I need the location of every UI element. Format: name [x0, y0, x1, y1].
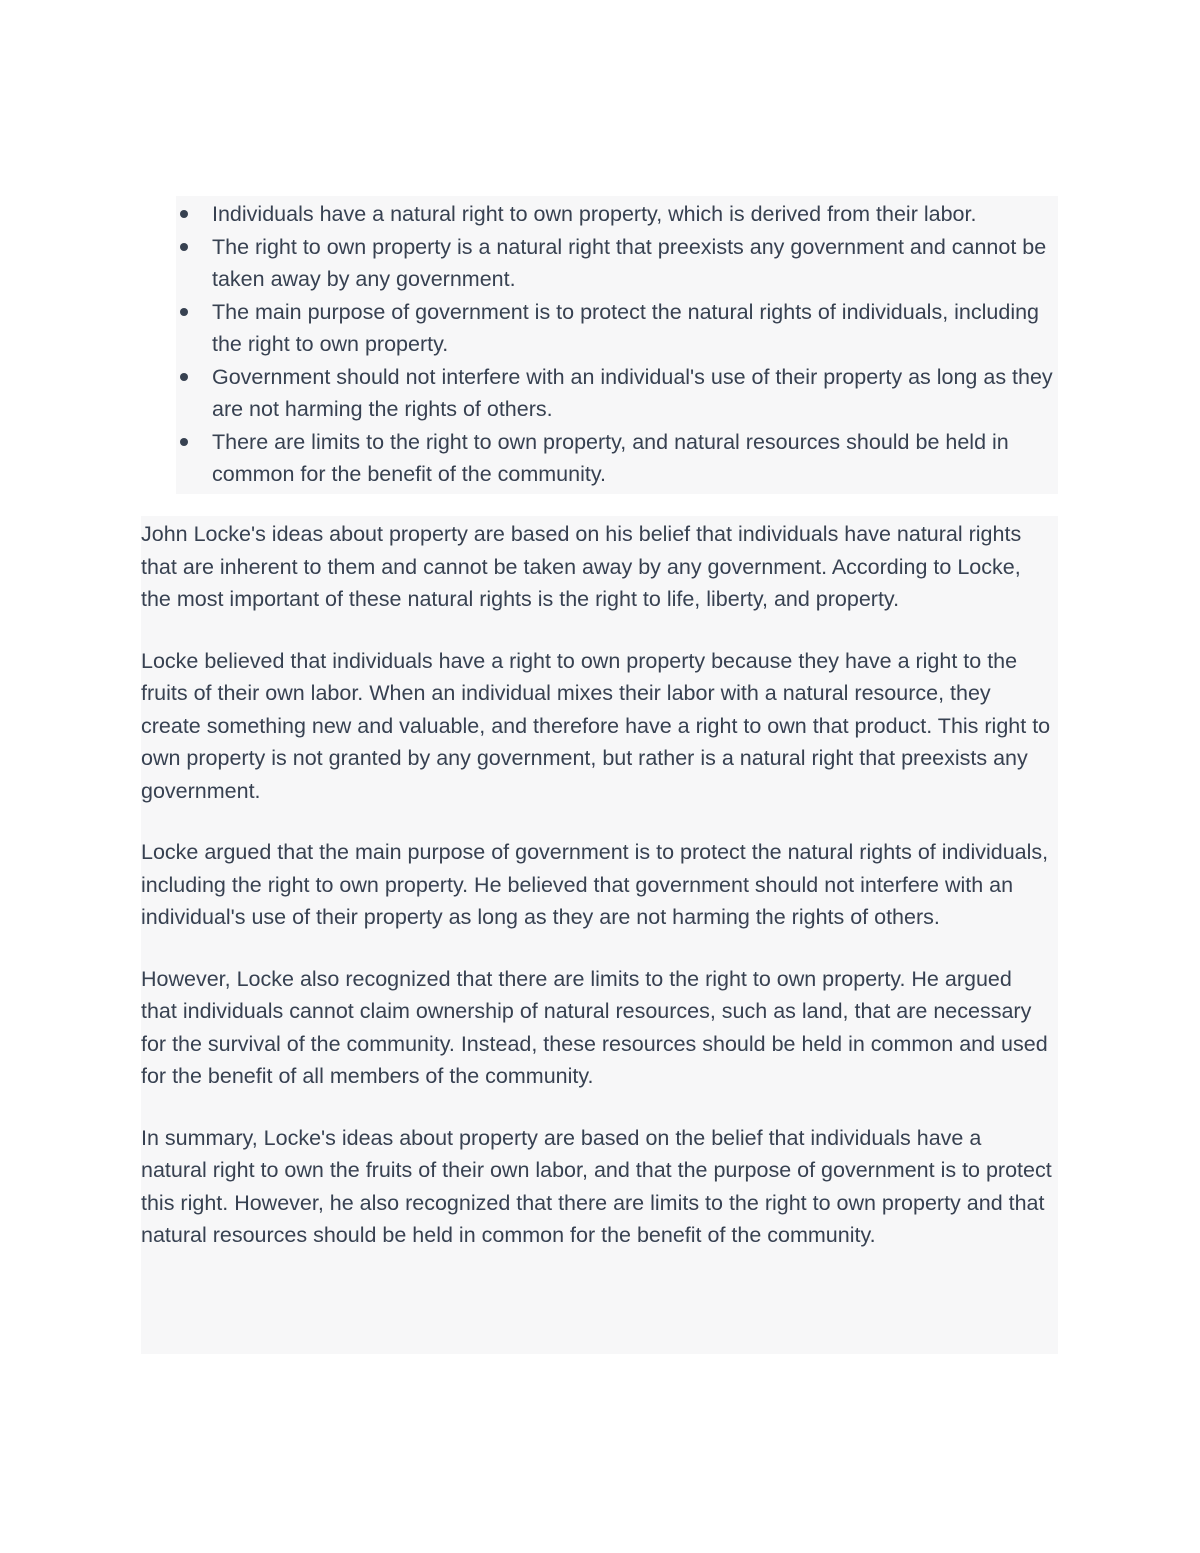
list-item — [176, 231, 1058, 296]
bullet-dot-icon — [180, 243, 188, 251]
key-points-block — [176, 196, 1058, 494]
paragraph-locke-natural-rights: John Locke's ideas about property are based on his belief that individuals have natural rights that are inherent to them and cannot be taken away by any government. According to Locke, the most important of these natural rights is the right to life, liberty, and property. — [141, 522, 1022, 611]
list-item-text: There are limits to the right to own property, and natural resources should be held in common for the benefit of the community. — [212, 429, 1009, 486]
paragraph-fruits-of-labor: Locke believed that individuals have a right to own property because they have a right to the fruits of their own labor. When an individual mixes their labor with a natural resource, they create something new and valuable, and therefore have a right to own that product. This right to own property is not granted by any government, but rather is a natural right that preexists any government. — [141, 648, 1051, 803]
list-item-text: Individuals have a natural right to own property, which is derived from their labor. — [212, 202, 977, 226]
paragraph-summary: In summary, Locke's ideas about property are based on the belief that individuals have a natural right to own the fruits of their own labor, and that the purpose of government is to protect this right. However, he also recognized that there are limits to the right to own property and that natural resources should be held in common for the benefit of the community. — [141, 1125, 1052, 1247]
list-item — [176, 198, 1058, 231]
paragraph-purpose-of-government: Locke argued that the main purpose of government is to protect the natural rights of individuals, including the right to own property. He believed that government should not interfere with an individual's use of their property as long as they are not harming the rights of others. — [141, 840, 1049, 929]
explanation-block — [141, 516, 1058, 1354]
list-item — [176, 426, 1058, 491]
bullet-dot-icon — [180, 373, 188, 381]
bullet-dot-icon — [180, 210, 188, 218]
list-item-text: The right to own property is a natural right that preexists any government and cannot be taken away by any government. — [212, 234, 1047, 291]
list-item — [176, 361, 1058, 426]
bullet-dot-icon — [180, 308, 188, 316]
list-item — [176, 296, 1058, 361]
paragraph-limits-of-property: However, Locke also recognized that there are limits to the right to own property. He argued that individuals cannot claim ownership of natural resources, such as land, that are necessary for the survival of the community. Instead, these resources should be held in common and used for the benefit of all members of the community. — [141, 966, 1048, 1088]
bullet-dot-icon — [180, 438, 188, 446]
list-item-text: Government should not interfere with an individual's use of their property as long as they are not harming the rights of others. — [212, 364, 1053, 421]
list-item-text: The main purpose of government is to protect the natural rights of individuals, including the right to own property. — [212, 299, 1040, 356]
key-points-list — [176, 198, 1058, 491]
